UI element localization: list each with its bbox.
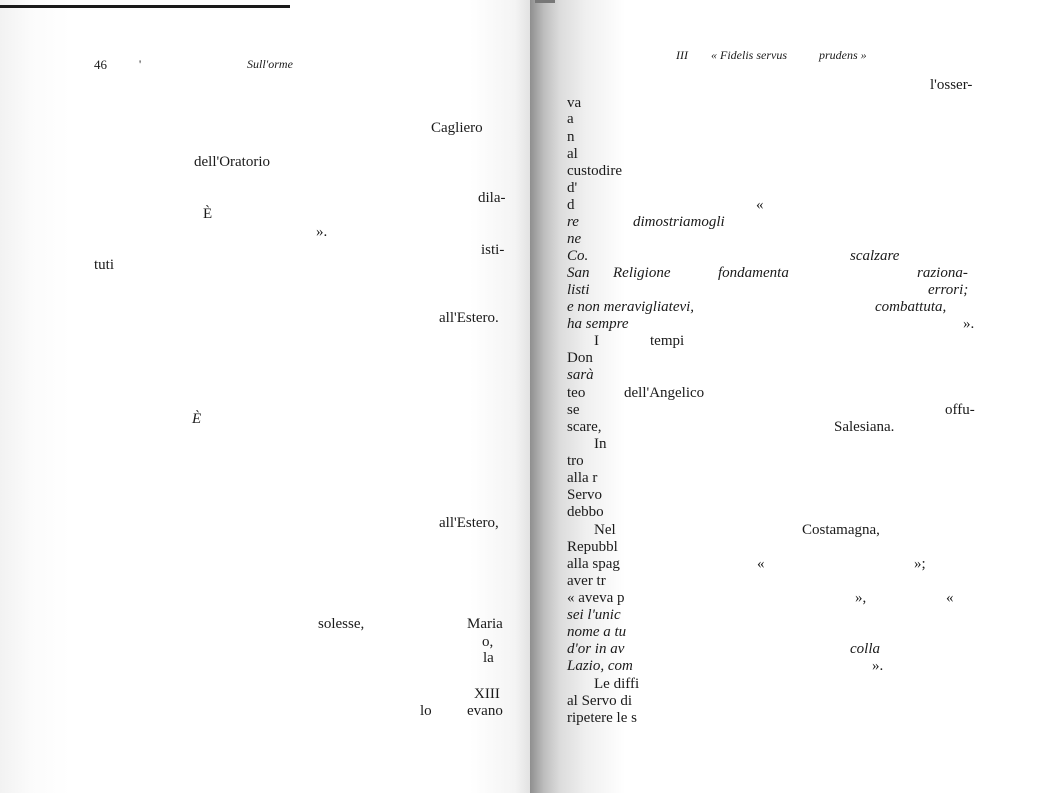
line-n: n (567, 129, 575, 145)
line-se: se (567, 402, 580, 418)
line-angelico: dell'Angelico (624, 385, 705, 401)
running-head-title-end: prudens » (819, 48, 867, 62)
line-custodire: custodire (567, 163, 622, 179)
running-head-left: Sull'orme (247, 57, 293, 71)
line-san: San (567, 265, 590, 281)
line-al: al (567, 146, 578, 162)
line-scalzare: scalzare (850, 248, 900, 264)
line-close-quote-5: ». (872, 658, 884, 674)
line-lazio-com: Lazio, com (567, 658, 633, 674)
line-e-cap-2: È (192, 411, 202, 427)
line-va: va (567, 95, 582, 111)
line-sei-unic: sei l'unic (567, 607, 621, 623)
line-alla-spag: alla spag (567, 556, 620, 572)
line-close-quote-4: », (855, 590, 867, 606)
line-combattuta: combattuta, (875, 299, 947, 315)
line-lo: lo (420, 703, 432, 719)
line-a: a (567, 111, 574, 127)
line-don: Don (567, 350, 593, 366)
line-costamagna: Costamagna, (802, 522, 880, 538)
line-xiii: XIII (474, 686, 500, 702)
line-nel: Nel (594, 522, 616, 538)
line-solesse: solesse, (318, 616, 365, 632)
line-debbo: debbo (567, 504, 604, 520)
line-sara: sarà (567, 367, 594, 383)
page-number: 46 (94, 57, 107, 72)
line-estero-1: all'Estero. (439, 310, 499, 326)
line-open-quote-2: « (757, 556, 765, 572)
line-o-comma: o, (482, 634, 494, 650)
line-evano: evano (467, 703, 503, 719)
line-salesiana: Salesiana. (834, 419, 895, 435)
line-estero-2: all'Estero, (439, 515, 499, 531)
line-e-cap-1: È (203, 206, 213, 222)
line-ripetere-le-s: ripetere le s (567, 710, 637, 726)
line-colla: colla (850, 641, 880, 657)
line-aver-tr: aver tr (567, 573, 606, 589)
line-ha-sempre: ha sempre (567, 316, 629, 332)
line-ne: ne (567, 231, 582, 247)
line-d-apos: d' (567, 180, 578, 196)
line-tro: tro (567, 453, 584, 469)
line-re: re (567, 214, 579, 230)
line-open-quote-1: « (756, 197, 764, 213)
page-mark: ' (139, 57, 142, 71)
line-scare: scare, (567, 419, 602, 435)
line-d: d (567, 197, 575, 213)
line-meravigliatevi: e non meravigliatevi, (567, 299, 695, 315)
line-open-quote-3: « (946, 590, 954, 606)
line-raziona: raziona- (917, 265, 968, 281)
running-head-chapter: III (676, 48, 688, 62)
line-osser: l'osser- (930, 77, 973, 93)
line-listi: listi (567, 282, 590, 298)
line-teo: teo (567, 385, 586, 401)
line-dor-in-av: d'or in av (567, 641, 625, 657)
top-rule (0, 5, 290, 8)
line-la: la (483, 650, 494, 666)
line-fondamenta: fondamenta (718, 265, 789, 281)
line-maria: Maria (467, 616, 503, 632)
line-religione: Religione (613, 265, 671, 281)
line-repubbl: Repubbl (567, 539, 618, 555)
line-al-servo-di: al Servo di (567, 693, 632, 709)
line-nome-a-tu: nome a tu (567, 624, 627, 640)
running-head-title: « Fidelis servus (711, 48, 787, 62)
line-close-quote-2: ». (963, 316, 975, 332)
line-le-diffi: Le diffi (594, 676, 640, 692)
line-dila: dila- (478, 190, 506, 206)
line-tuti: tuti (94, 257, 115, 273)
line-isti: isti- (481, 242, 505, 258)
line-servo: Servo (567, 487, 602, 503)
line-errori: errori; (928, 282, 969, 298)
line-close-quote-1: ». (316, 224, 328, 240)
line-i: I (594, 333, 599, 349)
line-co: Co. (567, 248, 589, 264)
line-alla-r: alla r (567, 470, 598, 486)
line-offu: offu- (945, 402, 975, 418)
line-cagliero: Cagliero (431, 120, 483, 136)
right-top-rule (535, 0, 555, 3)
line-in: In (594, 436, 607, 452)
line-dimostriamogli: dimostriamogli (633, 214, 725, 230)
line-close-quote-3: »; (914, 556, 926, 572)
line-oratorio: dell'Oratorio (194, 154, 271, 170)
line-aveva-p: « aveva p (567, 590, 625, 606)
line-tempi: tempi (650, 333, 685, 349)
